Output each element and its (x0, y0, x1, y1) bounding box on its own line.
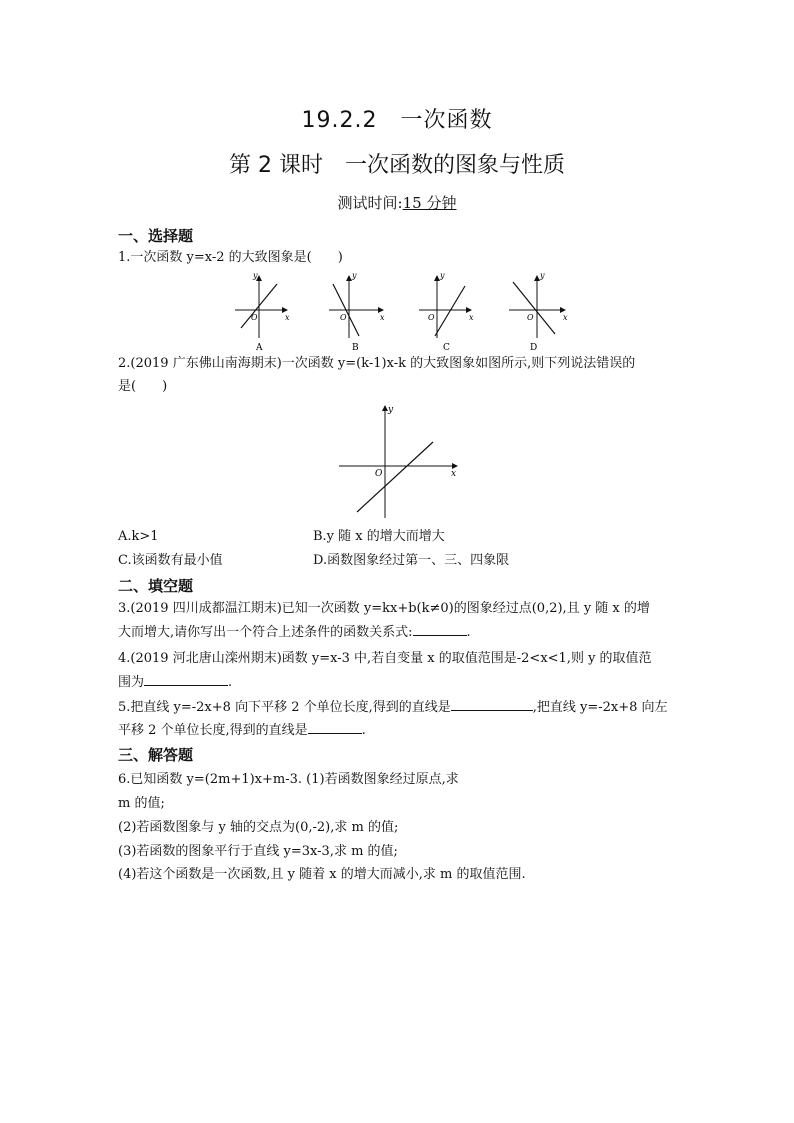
question-1-text: 1.一次函数 y=x-2 的大致图象是( ) (118, 250, 343, 265)
question-5-answer-blank-2[interactable] (308, 722, 362, 734)
section-heading-answer: 三、解答题 (118, 746, 194, 764)
question-5-line-2 (118, 722, 366, 739)
question-5-text-a: 5.把直线 y=-2x+8 向下平移 2 个单位长度,得到的直线是 (118, 700, 451, 715)
graph-d-origin: O (527, 313, 534, 322)
graph-a-origin: O (251, 313, 258, 322)
section-heading-fill: 二、填空题 (118, 577, 194, 595)
q2-function-line (357, 442, 433, 512)
question-5-period: . (361, 723, 366, 738)
question-4-line-1: 4.(2019 河北唐山滦州期末)函数 y=x-3 中,若自变量 x 的取值范围是-2<x<1,则 y 的取值范 (118, 651, 652, 666)
question-5-line-1 (118, 699, 668, 716)
page-title: 19.2.2 一次函数 (301, 108, 493, 133)
question-3-line-2 (118, 624, 471, 641)
question-2-option-a: A.k>1 (118, 529, 159, 544)
test-time-label: 测试时间: (337, 194, 403, 212)
graph-c-label: C (443, 343, 450, 352)
question-2-option-c: C.该函数有最小值 (118, 553, 223, 568)
graph-c-y-label: y (440, 271, 445, 280)
question-6-line-1: 6.已知函数 y=(2m+1)x+m-3. (1)若函数图象经过原点,求 (118, 772, 459, 787)
question-2-option-b: B.y 随 x 的增大而增大 (313, 529, 445, 544)
question-6-part-4: (4)若这个函数是一次函数,且 y 随着 x 的增大而减小,求 m 的取值范围. (118, 867, 526, 882)
question-6-line-2: m 的值; (118, 796, 165, 811)
graph-a-y-label: y (253, 271, 258, 280)
question-5-answer-blank-1[interactable] (451, 699, 533, 711)
q2-x-label: x (451, 469, 457, 479)
q2-origin-label: O (375, 469, 383, 479)
question-2-option-d: D.函数图象经过第一、三、四象限 (313, 553, 510, 568)
graph-option-b (329, 271, 385, 352)
graph-a-label: A (256, 343, 263, 352)
graph-d-x-label: x (563, 313, 568, 322)
question-4-period: . (228, 675, 233, 690)
question-2-line-2: 是( ) (118, 379, 168, 394)
graph-option-d (509, 271, 568, 352)
graph-b-label: B (352, 343, 359, 352)
question-3-line-1: 3.(2019 四川成都温江期末)已知一次函数 y=kx+b(k≠0)的图象经过点(0,2),且 y 随 x 的增 (118, 601, 650, 616)
question-6-part-2: (2)若函数图象与 y 轴的交点为(0,-2),求 m 的值; (118, 820, 399, 835)
question-4-answer-blank[interactable] (144, 674, 228, 686)
graph-option-c (419, 271, 474, 352)
graph-b-y-label: y (352, 271, 357, 280)
question-2-graph (335, 402, 465, 522)
question-4-line-2 (118, 674, 232, 691)
q2-y-label: y (388, 405, 394, 415)
graph-a-x-label: x (285, 313, 290, 322)
question-3-period: . (466, 625, 471, 640)
question-4-text: 围为 (118, 675, 145, 690)
question-3-text: 大而增大,请你写出一个符合上述条件的函数关系式: (118, 625, 413, 640)
lesson-title: 第 2 课时 一次函数的图象与性质 (229, 153, 565, 178)
question-3-answer-blank[interactable] (413, 624, 467, 636)
question-2-line-1: 2.(2019 广东佛山南海期末)一次函数 y=(k-1)x-k 的大致图象如图所示,则下列说法错误的 (118, 356, 636, 371)
graph-option-a (235, 271, 290, 352)
graph-b-origin: O (340, 313, 347, 322)
section-heading-choice: 一、选择题 (118, 227, 194, 245)
graph-d-y-label: y (540, 271, 545, 280)
question-5-text-b: ,把直线 y=-2x+8 向左 (532, 700, 668, 715)
question-5-text-c: 平移 2 个单位长度,得到的直线是 (118, 723, 308, 738)
graph-b-x-label: x (380, 313, 385, 322)
graph-d-label: D (530, 343, 538, 352)
graph-c-x-label: x (469, 313, 474, 322)
test-time-value: 15 分钟 (402, 194, 457, 212)
question-6-part-3: (3)若函数的图象平行于直线 y=3x-3,求 m 的值; (118, 844, 398, 859)
question-1-option-graphs (225, 270, 585, 352)
graph-c-origin: O (428, 313, 435, 322)
test-time (0, 192, 794, 213)
